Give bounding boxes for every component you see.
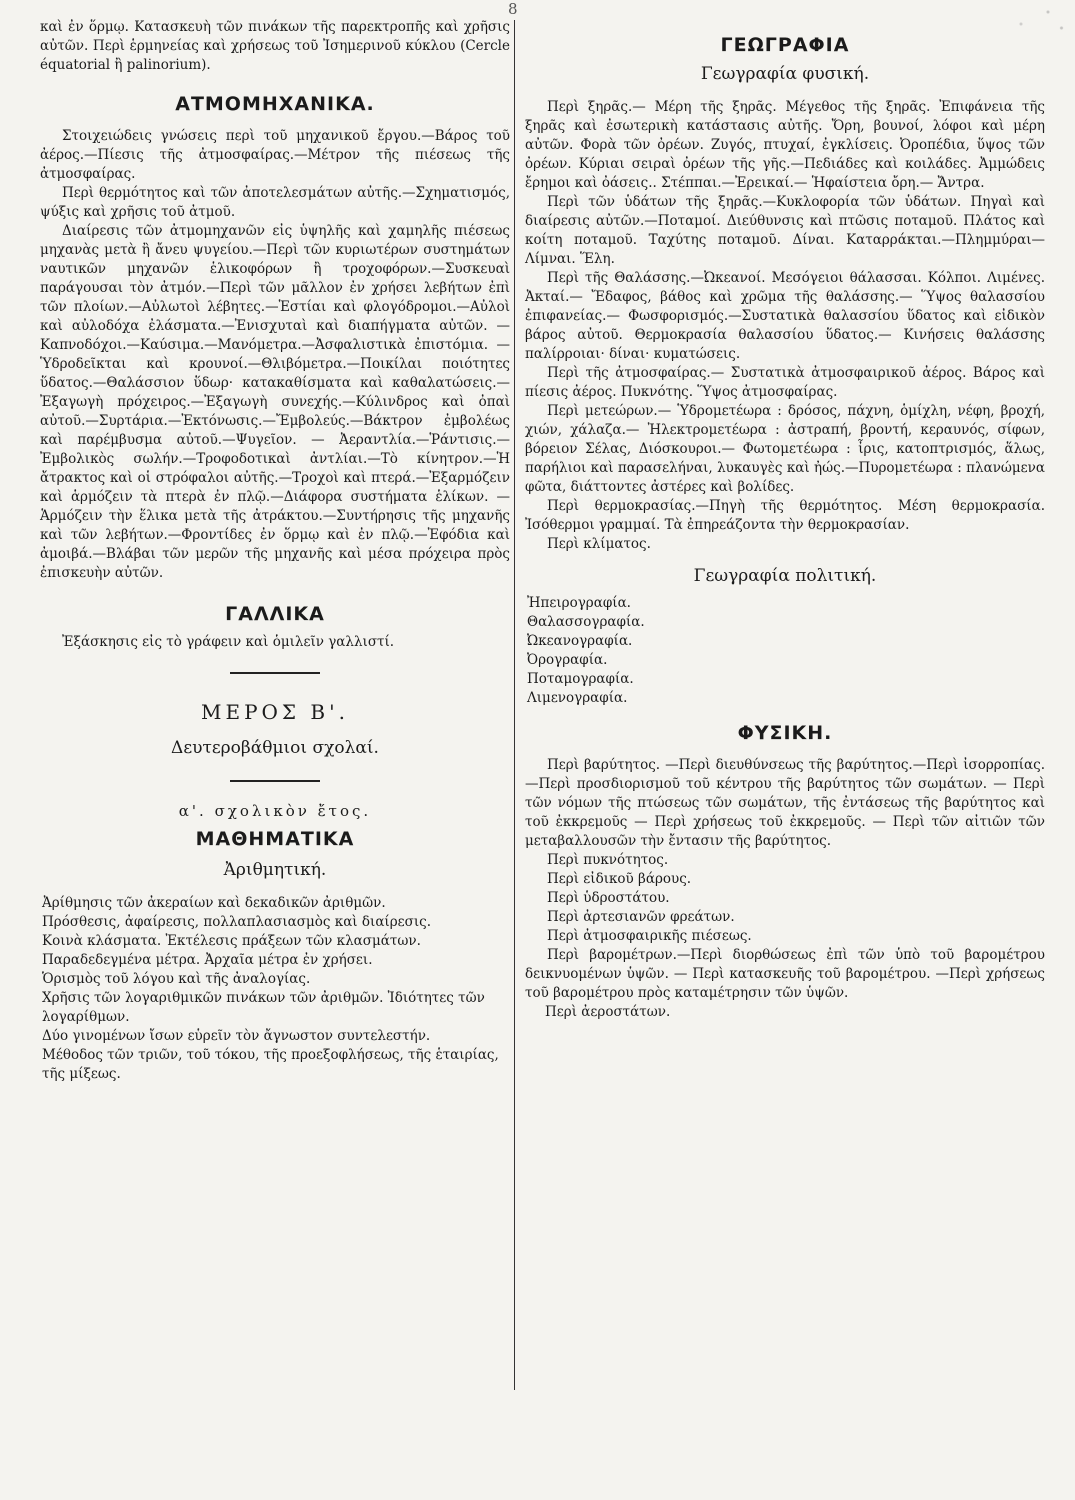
list-item: Μέθοδος τῶν τριῶν, τοῦ τόκου, τῆς προεξοφλήσεως, τῆς ἑταιρίας, τῆς μίξεως. xyxy=(42,1047,499,1082)
geo-paragraph-2: Περὶ τῶν ὑδάτων τῆς ξηρᾶς.—Κυκλοφορία τῶν ὑδάτων. Πηγαὶ καὶ διαίρεσις αὐτῶν.—Ποταμοί. Διεύθυνσις καὶ πτῶσις ποταμοῦ. Πλάτος καὶ κοίτη ποταμοῦ. Ταχύτης ποταμοῦ. Δίναι. Καταρράκται.—Πλημμύραι—Λίμναι. Ἕλη. xyxy=(525,194,1045,267)
list-item: Πρόσθεσις, ἀφαίρεσις, πολλαπλασιασμὸς καὶ διαίρεσις. xyxy=(42,914,432,930)
atmo-paragraph-2: Περὶ θερμότητος καὶ τῶν ἀποτελεσμάτων αὐτῆς.—Σχηματισμός, ψύξις καὶ χρῆσις τοῦ ἀτμοῦ. xyxy=(40,185,510,220)
gallika-heading: ΓΑΛΛΙΚΑ xyxy=(225,603,325,625)
fysiki-list xyxy=(525,851,1045,946)
geo-politiki-list xyxy=(525,594,1045,708)
fysiki-heading: ΦΥΣΙΚΗ. xyxy=(737,722,833,744)
mathimatika-heading: ΜΑΘΗΜΑΤΙΚΑ xyxy=(195,828,355,850)
geografia-heading: ΓΕΩΓΡΑΦΙΑ xyxy=(720,34,850,56)
list-item: Ὠκεανογραφία. xyxy=(527,633,633,649)
list-item: Θαλασσογραφία. xyxy=(527,614,645,630)
list-item: Ποταμογραφία. xyxy=(527,671,634,687)
list-item: Περὶ ἀτμοσφαιρικῆς πιέσεως. xyxy=(547,928,752,944)
fysiki-aerostata: Περὶ ἀεροστάτων. xyxy=(545,1004,671,1020)
fysiki-barometra: Περὶ βαρομέτρων.—Περὶ διορθώσεως ἐπὶ τῶν ὑπὸ τοῦ βαρομέτρου δεικνυομένων ὑψῶν. — Περὶ κατασκευῆς τοῦ βαρομέτρου. —Περὶ χρήσεως τοῦ βαρομέτρου πρὸς καταμέτρησιν τῶν ὑψῶν. xyxy=(525,947,1045,1001)
list-item: Κοινὰ κλάσματα. Ἐκτέλεσις πράξεων τῶν κλασμάτων. xyxy=(42,933,421,949)
klima-line: Περὶ κλίματος. xyxy=(547,536,651,552)
geo-paragraph-3: Περὶ τῆς Θαλάσσης.—Ὠκεανοί. Μεσόγειοι θάλασσαι. Κόλποι. Λιμένες. Ἀκταί.— Ἔδαφος, βάθος καὶ χρῶμα τῆς θαλάσσης.— Ὕψος θαλασσίου ἐπιφανείας.— Φωσφορισμός.—Συστατικὰ θαλασσίου ὕδατος καὶ εἰδικὸν βάρος αὐτοῦ. Θερμοκρασία θαλασσίου ὕδατος.— Κινήσεις θαλάσσης παλίρροιαι· δίναι· κυματώσεις. xyxy=(525,270,1045,362)
list-item: Λιμενογραφία. xyxy=(527,690,628,706)
meros-heading: ΜΕΡΟΣ Β'. xyxy=(201,700,349,724)
atmomichanika-heading: ΑΤΜΟΜΗΧΑΝΙΚΑ. xyxy=(175,93,375,115)
left-column xyxy=(40,18,510,1084)
list-item: Ὀρογραφία. xyxy=(527,652,608,668)
geo-paragraph-5: Περὶ μετεώρων.— Ὑδρομετέωρα : δρόσος, πάχνη, ὁμίχλη, νέφη, βροχή, χιών, χάλαζα.— Ἠλεκτρομετέωρα : ἀστραπή, βροντή, κεραυνός, σίφων, βόρειον Σέλας, Διόσκουροι.— Φωτομετέωρα : ἶρις, κατοπτρισμός, ἅλως, παρήλιοι καὶ παρασελήναι, λυκαυγὲς καὶ ἠώς.—Πυρομετέωρα : πλανώμενα φῶτα, διάττοντες ἀστέρες καὶ βολίδες. xyxy=(525,403,1045,495)
geo-paragraph-4: Περὶ τῆς ἀτμοσφαίρας.— Συστατικὰ ἀτμοσφαιρικοῦ ἀέρος. Βάρος καὶ πίεσις ἀέρος. Πυκνότης. Ὕψος ἀτμοσφαίρας. xyxy=(525,365,1045,400)
geografia-politiki-heading: Γεωγραφία πολιτική. xyxy=(693,566,877,586)
atmo-paragraph-1: Στοιχειώδεις γνώσεις περὶ τοῦ μηχανικοῦ ἔργου.—Βάρος τοῦ ἀέρος.—Πίεσις τῆς ἀτμοσφαίρας.—Μέτρον τῆς πιέσεως τῆς ἀτμοσφαίρας. xyxy=(40,128,510,182)
meros-subheading: Δευτεροβάθμιοι σχολαί. xyxy=(171,738,379,758)
geo-paragraph-6: Περὶ θερμοκρασίας.—Πηγὴ τῆς θερμότητος. Μέση θερμοκρασία. Ἰσόθερμοι γραμμαί. Τὰ ἐπηρεάζοντα τὴν θερμοκρασίαν. xyxy=(525,498,1045,533)
list-item: Ἠπειρογραφία. xyxy=(527,595,631,611)
gallika-text: Ἐξάσκησις εἰς τὸ γράφειν καὶ ὁμιλεῖν γαλλιστί. xyxy=(62,634,395,650)
list-item: Δύο γινομένων ἴσων εὑρεῖν τὸν ἄγνωστον συντελεστήν. xyxy=(42,1028,431,1044)
arithmitiki-list xyxy=(40,894,510,1084)
list-item: Ὁρισμὸς τοῦ λόγου καὶ τῆς ἀναλογίας. xyxy=(42,971,311,987)
fysiki-intro: Περὶ βαρύτητος. —Περὶ διευθύνσεως τῆς βαρύτητος.—Περὶ ἰσορροπίας.—Περὶ προσδιορισμοῦ τοῦ κέντρου τῆς βαρύτητος τῶν σωμάτων. — Περὶ τῶν νόμων τῆς πτώσεως τῶν σωμάτων, τῆς ἐντάσεως τῆς βαρύτητος καὶ τοῦ ἐκκρεμοῦς — Περὶ χρήσεως τοῦ ἐκκρεμοῦς. — Περὶ τῶν αἰτιῶν τῶν μεταβαλλουσῶν τὴν ἔντασιν τῆς βαρύτητος. xyxy=(525,757,1045,849)
list-item: Χρῆσις τῶν λογαριθμικῶν πινάκων τῶν ἀριθμῶν. Ἰδιότητες τῶν λογαρίθμων. xyxy=(42,990,485,1025)
arithmitiki-heading: Ἀριθμητική. xyxy=(223,860,327,880)
list-item: Ἀρίθμησις τῶν ἀκεραίων καὶ δεκαδικῶν ἀριθμῶν. xyxy=(42,895,386,911)
list-item: Περὶ ἀρτεσιανῶν φρεάτων. xyxy=(547,909,735,925)
list-item: Παραδεδεγμένα μέτρα. Ἀρχαῖα μέτρα ἐν χρήσει. xyxy=(42,952,373,968)
school-year-heading: α'. σχολικὸν ἔτος. xyxy=(178,802,372,820)
intro-paragraph: καὶ ἐν ὅρμῳ. Κατασκευὴ τῶν πινάκων τῆς παρεκτροπῆς καὶ χρῆσις αὐτῶν. Περὶ ἑρμηνείας καὶ χρήσεως τοῦ Ἰσημερινοῦ κύκλου (Cercle équatorial ἢ palinorium). xyxy=(40,19,510,73)
list-item: Περὶ εἰδικοῦ βάρους. xyxy=(547,871,692,887)
page-number: 8 xyxy=(508,0,518,18)
list-item: Περὶ πυκνότητος. xyxy=(547,852,669,868)
geo-paragraph-1: Περὶ ξηρᾶς.— Μέρη τῆς ξηρᾶς. Μέγεθος τῆς ξηρᾶς. Ἐπιφάνεια τῆς ξηρᾶς καὶ ἐσωτερικὴ κατάστασις αὐτῆς. Ὄρη, βουνοί, λόφοι καὶ μέρη αὐτῶν. Φορὰ τῶν ὀρέων. Ζυγός, πτυχαί, ἐγκλίσεις. Ὀροπέδια, ὕψος τῶν ὀρέων. Κύριαι σειραὶ ὀρέων τῆς γῆς.—Πεδιάδες καὶ κοιλάδες. Ἀμμώδεις ἔρημοι καὶ ὀάσεις.. Στέππαι.—Ἐρεικαί.— Ἡφαίστεια ὄρη.— Ἄντρα. xyxy=(525,99,1045,191)
list-item: Περὶ ὑδροστάτου. xyxy=(547,890,670,906)
right-column xyxy=(525,18,1045,1022)
column-divider xyxy=(514,20,515,1390)
geografia-fysiki-heading: Γεωγραφία φυσική. xyxy=(700,64,870,84)
atmo-paragraph-3: Διαίρεσις τῶν ἀτμομηχανῶν εἰς ὑψηλῆς καὶ χαμηλῆς πιέσεως μηχανὰς μετὰ ἢ ἄνευ ψυγείου.—Περὶ τῶν κυριωτέρων συστημάτων ναυτικῶν μηχανῶν ἑλικοφόρων ἢ τροχοφόρων.—Συσκευαὶ παράγουσαι τὸν ἀτμόν.—Περὶ τῶν μᾶλλον ἐν χρήσει λεβήτων ἐπὶ τῶν πλοίων.—Αὐλωτοὶ λέβητες.—Ἑστίαι καὶ φλογόδρομοι.—Αὐλοὶ καὶ αὐλοδόχα ἐλάσματα.—Ἐνισχυταὶ καὶ διαπήγματα αὐτῶν. — Καπνοδόχοι.—Καύσιμα.—Μανόμετρα.—Ἀσφαλιστικὰ ἐπιστόμια. — Ὑδροδεῖκται καὶ κρουνοί.—Θλιβόμετρα.—Ποικίλαι ποιότητες ὕδατος.—Θαλάσσιον ὕδωρ· κατακαθίσματα καὶ καθαλατώσεις.—Ἐξαγωγὴ πρόχειρος.—Ἐξαγωγὴ συνεχής.—Κύλινδρος καὶ ὀπαὶ αὐτοῦ.—Συρτάρια.—Ἐκτόνωσις.—Ἔμβολεύς.—Βάκτρον ἐμβολέως καὶ παρέμβυσμα αὐτοῦ.—Ψυγεῖον. — Ἀεραντλία.—Ῥάντισις.—Ἐμβολικὸς σωλήν.—Τροφοδοτικαὶ ἀντλίαι.—Τὸ κίνητρον.—Ἡ ἄτρακτος καὶ οἱ στρόφαλοι αὐτῆς.—Τροχοὶ καὶ πτερά.—Ἐξαρμόζειν καὶ ἁρμόζειν τὰ πτερὰ ἐν πλῷ.—Διάφορα συστήματα ἑλίκων. — Ἁρμόζειν τὴν ἕλικα μετὰ τῆς ἀτράκτου.—Συντήρησις τῆς μηχανῆς καὶ τῶν λεβήτων.—Φροντίδες ἐν ὅρμῳ καὶ ἐν πλῷ.—Ἐφόδια καὶ ἀμοιβά.—Βλάβαι τῶν μερῶν τῆς μηχανῆς καὶ μέσα πρόχειρα πρὸς ἐπισκευὴν αὐτῶν. xyxy=(40,223,510,581)
